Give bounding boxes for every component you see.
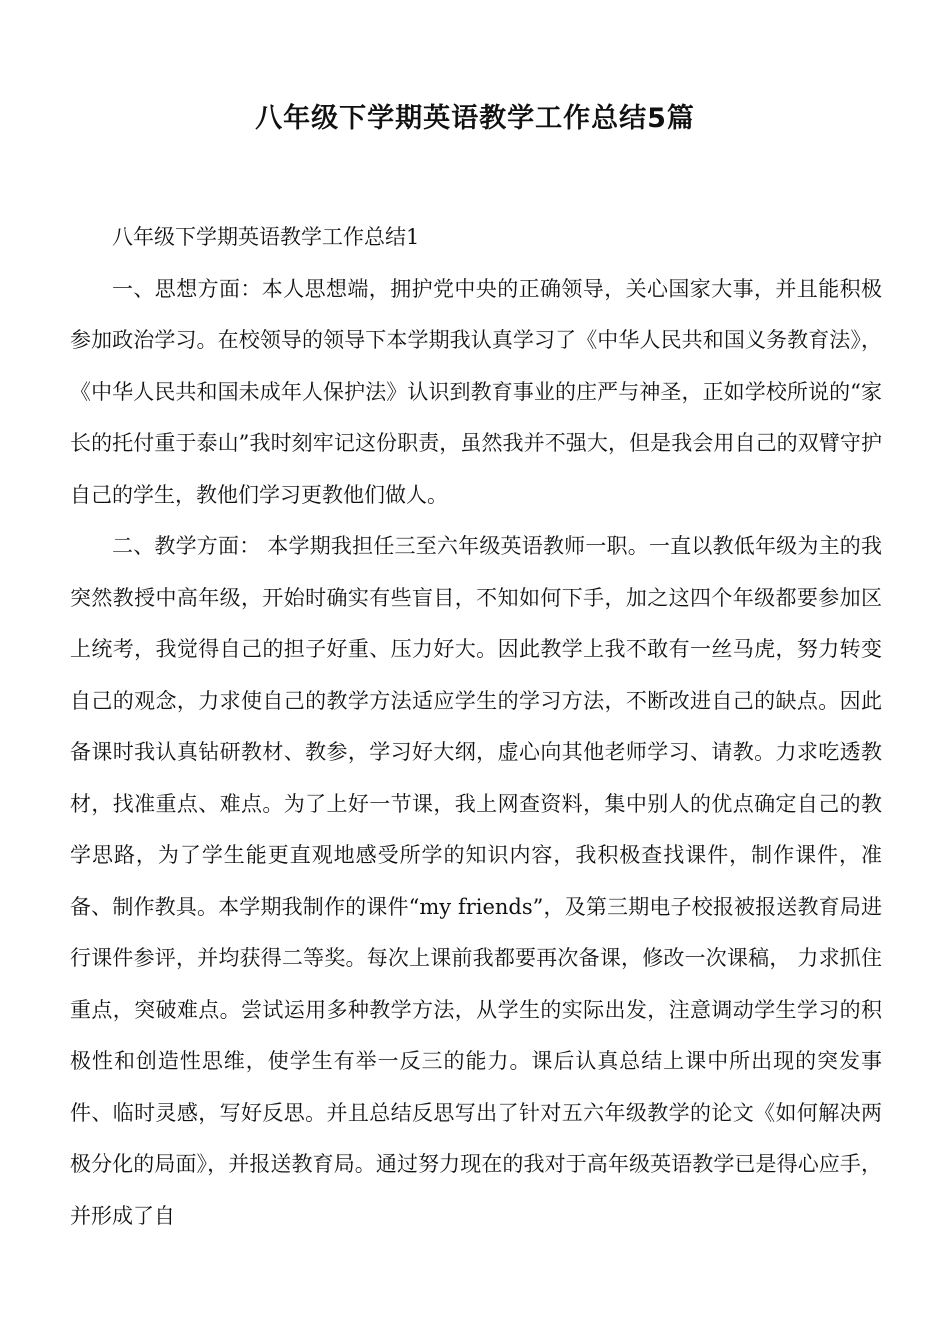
paragraph-teaching: 二、教学方面： 本学期我担任三至六年级英语教师一职。一直以教低年级为主的我突然教授中高年级，开始时确实有些盲目，不知如何下手，加之这四个年级都要参加区上统考，我觉得自己的担子好重、压力好大。因此教学上我不敢有一丝马虎，努力转变自己的观念，力求使自己的教学方法适应学生的学习方法，不断改进自己的缺点。因此备课时我认真钻研教材、教参，学习好大纲，虚心向其他老师学习、请教。力求吃透教材，找准重点、难点。为了上好一节课，我上网查资料，集中别人的优点确定自己的教学思路，为了学生能更直观地感受所学的知识内容，我积极查找课件，制作课件，准备、制作教具。本学期我制作的课件“my friends”，及第三期电子校报被报送教育局进行课件参评，并均获得二等奖。每次上课前我都要再次备课，修改一次课稿， 力求抓住重点，突破难点。尝试运用多种教学方法，从学生的实际出发，注意调动学生学习的积极性和创造性思维，使学生有举一反三的能力。课后认真总结上课中所出现的突发事件、临时灵感，写好反思。并且总结反思写出了针对五六年级教学的论文《如何解决两极分化的局面》，并报送教育局。通过努力现在的我对于高年级英语教学已是得心应手，并形成了自 xyxy=(70,534,882,1228)
paragraph-ideology: 一、思想方面：本人思想端，拥护党中央的正确领导，关心国家大事，并且能积极参加政治学习。在校领导的领导下本学期我认真学习了《中华人民共和国义务教育法》，《中华人民共和国未成年人保护法》认识到教育事业的庄严与神圣，正如学校所说的“家长的托付重于泰山”我时刻牢记这份职责，虽然我并不强大，但是我会用自己的双臂守护自己的学生，教他们学习更教他们做人。 xyxy=(70,276,882,507)
document-body xyxy=(70,212,882,1242)
section-heading: 八年级下学期英语教学工作总结1 xyxy=(112,225,420,249)
document-title: 八年级下学期英语教学工作总结5篇 xyxy=(255,103,695,134)
